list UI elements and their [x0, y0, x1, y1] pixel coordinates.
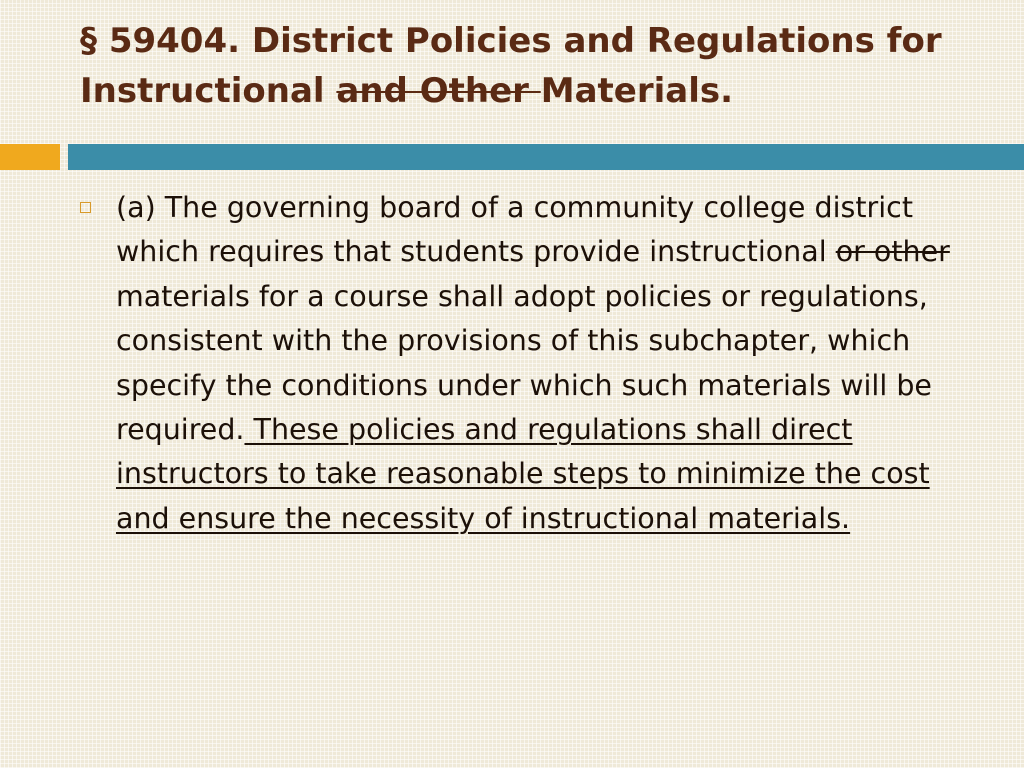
title-divider-bar: [68, 144, 1024, 170]
accent-bar: [0, 144, 60, 170]
title-text-end: Materials.: [540, 71, 734, 111]
title-text: § 59404. District Policies and Regulations for Instructional: [80, 21, 942, 111]
title-struck-text: and Other: [336, 71, 541, 111]
bullet-paragraph: [116, 186, 960, 541]
slide-title: [80, 16, 980, 116]
paragraph-underlined-text: These policies and regulations shall direct instructors to take reasonable steps to minimize the cost and ensure the necessity of instructional materials.: [116, 413, 930, 535]
hollow-square-bullet-icon: [80, 202, 91, 213]
bullet-item: [80, 186, 960, 541]
paragraph-text-cont: materials for a course shall adopt policies or regulations, consistent with the provisions of this subchapter, which specify the conditions under which such materials will be required.: [116, 279, 932, 447]
paragraph-struck-text: or other: [835, 235, 950, 269]
slide-body: [80, 186, 960, 541]
paragraph-text: (a) The governing board of a community college district which requires that students provide instructional: [116, 191, 914, 269]
